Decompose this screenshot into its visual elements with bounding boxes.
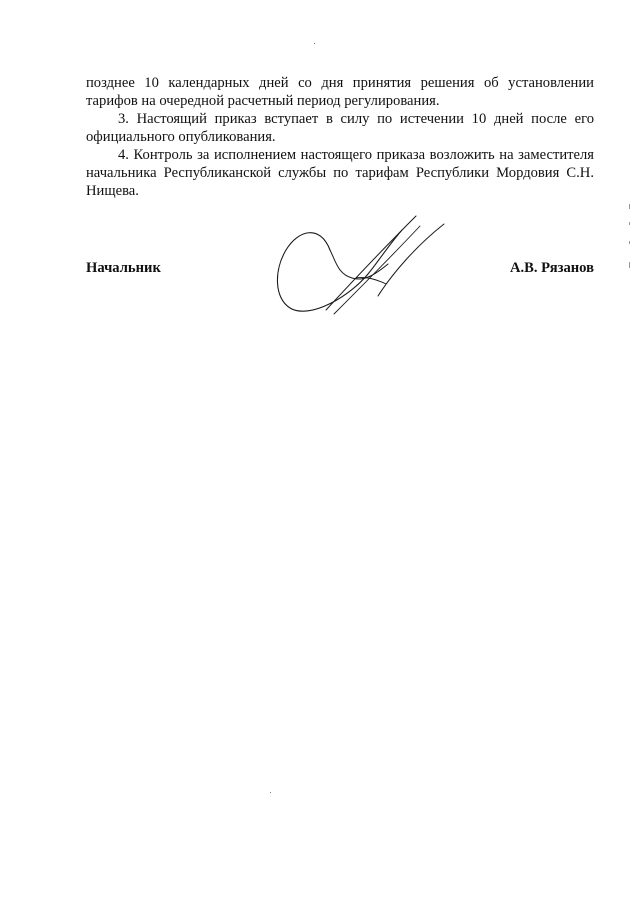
scan-speck [270,792,271,793]
paragraph-item-3: 3. Настоящий приказ вступает в силу по истечении 10 дней после его официального опубликования. [86,111,594,145]
signatory-title: Начальник [86,260,161,276]
scan-edge-mark [629,262,630,268]
paragraph-continuation: позднее 10 календарных дней со дня принятия решения об установлении тарифов на очередной расчетный период регулирования. [86,75,594,109]
scan-edge-mark [629,222,630,225]
document-body [86,74,594,200]
scan-edge-mark [629,204,630,209]
scan-edge-mark [629,241,630,244]
scan-speck [314,43,315,44]
handwritten-signature-icon [268,212,458,332]
signatory-name: А.В. Рязанов [509,260,594,276]
paragraph-item-4: 4. Контроль за исполнением настоящего приказа возложить на заместителя начальника Республиканской службы по тарифам Республики Мордовия С.Н. Нищева. [86,147,594,199]
